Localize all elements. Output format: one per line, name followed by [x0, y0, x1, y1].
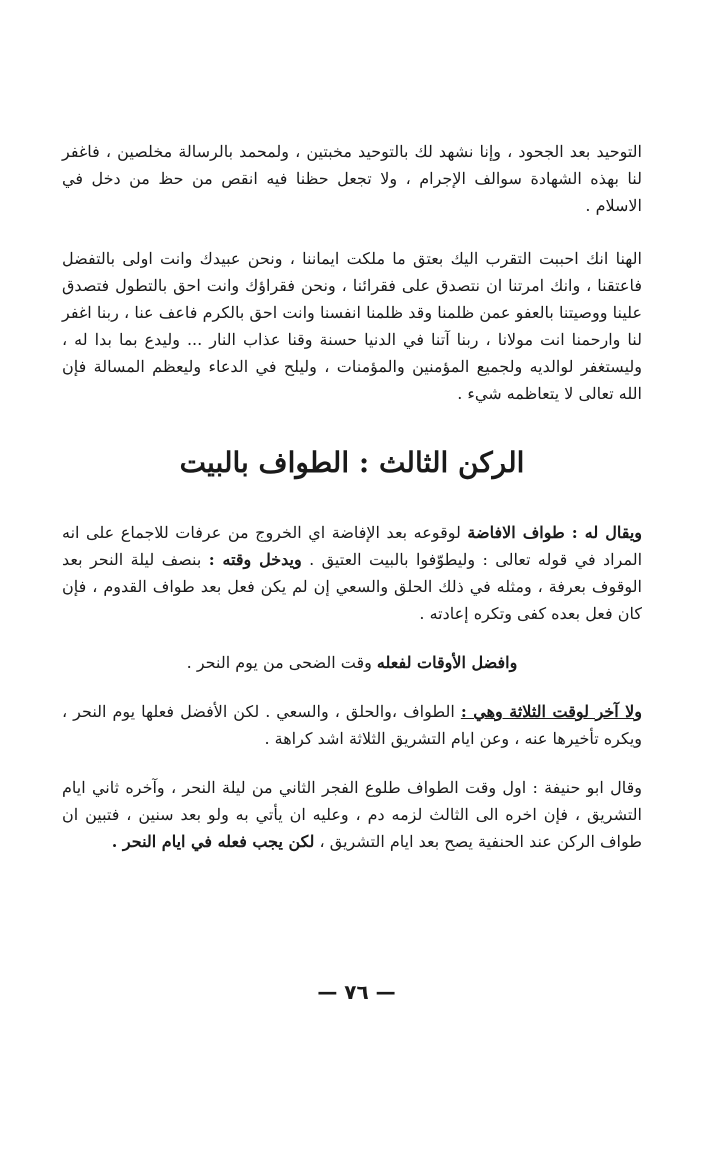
intro-paragraph: التوحيد بعد الجحود ، وإنا نشهد لك بالتوحيد مخبتين ، ولمحمد بالرسالة مخلصين ، فاغفر لنا بهذه الشهادة سوالف الإجرام ، ولا تجعل حظنا فيه انقص من حظ من دخل في الاسلام .	[62, 142, 643, 215]
supplication-paragraph: الهنا انك احببت التقرب اليك بعتق ما ملكت ايماننا ، ونحن عبيدك وانت اولى بالتفضل فاعتقنا ، وانك امرتنا ان نتصدق على فقرائنا ، ونحن فقراؤك وانت احق بالتطول فتصدق علينا ووصيتنا بالعفو عمن ظلمنا وقد ظلمنا انفسنا وانت احق بالكرم فاعف عنا ، ربنا اغفر لنا وارحمنا انت مولانا ، ربنا آتنا في الدنيا حسنة وقنا عذاب النار ... وليدع بما بدا له ، وليستغفر لوالديه ولجميع المؤمنين والمؤمنات ، وليلح في الدعاء وليعظم المسالة فإن الله تعالى لا يتعاظمه شيء .	[62, 249, 642, 403]
page-body	[62, 138, 642, 855]
section-heading: الركن الثالث : الطواف بالبيت	[179, 446, 525, 479]
abu-hanifa-paragraph	[62, 774, 642, 855]
best-time-text: وقت الضحى من يوم النحر .	[186, 653, 372, 672]
tawaf-definition-paragraph	[62, 519, 642, 627]
time-label: ويدخل وقته :	[208, 550, 302, 569]
time-text: بنصف ليلة النحر بعد الوقوف بعرفة ، ومثله في ذلك الحلق والسعي إن لم يكن فعل بعد طواف القدوم ، فإن كان فعل بعده كفى وتكره إعادته .	[62, 550, 642, 623]
last-time-label: ولا آخر لوقت الثلاثة وهي :	[460, 702, 643, 721]
also-called-text: لوقوعه بعد الإفاضة اي الخروج من عرفات للاجماع على انه المراد في قوله تعالى : وليطوّفوا بالبيت العتيق .	[62, 523, 643, 569]
page-number: — ٧٦ —	[317, 980, 396, 1004]
abu-hanifa-text: وقال ابو حنيفة : اول وقت الطواف طلوع الفجر الثاني من ليلة النحر ، وآخره ثاني ايام التشريق ، فإن اخره الى الثالث لزمه دم ، وعليه ان يأتي به ولو بعد سنين ، فتبين ان طواف الركن عند الحنفية يصح بعد ايام التشريق ،	[62, 778, 642, 851]
best-time-label: وافضل الأوقات لفعله	[376, 653, 518, 672]
best-time-paragraph	[62, 649, 642, 676]
last-time-paragraph	[62, 698, 642, 752]
abu-hanifa-bold-tail: لكن يجب فعله في ايام النحر .	[111, 832, 315, 851]
last-time-text: الطواف ،والحلق ، والسعي . لكن الأفضل فعلها يوم النحر ، ويكره تأخيرها عنه ، وعن ايام التشريق الثلاثة اشد كراهة .	[62, 702, 642, 748]
also-called-label: ويقال له : طواف الافاضة	[467, 523, 642, 542]
